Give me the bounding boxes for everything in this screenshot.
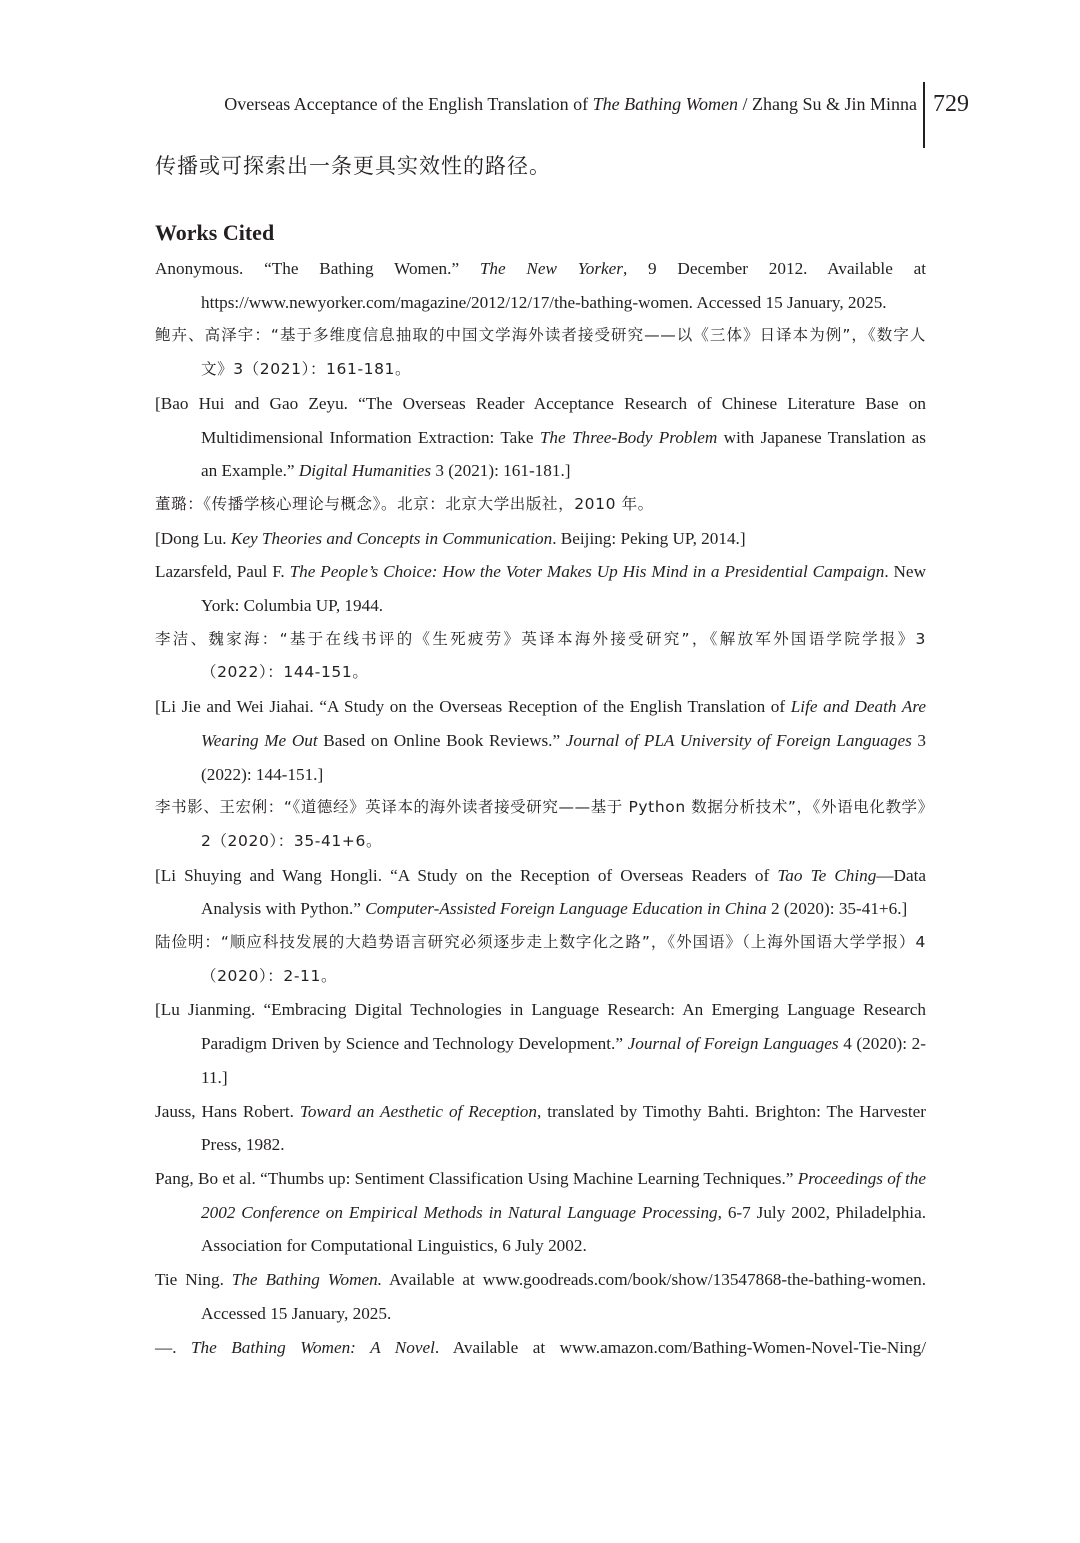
running-header-book-title: The Bathing Women [592,94,738,114]
reference-item: [Dong Lu. Key Theories and Concepts in Communication. Beijing: Peking UP, 2014.] [155,528,746,548]
reference-item: [Li Shuying and Wang Hongli. “A Study on the Reception of Overseas Readers of Tao Te Ching—Data Analysis with Python.” Computer-Assisted Foreign Language Education in China 2 (2020): 35-41+6.] [155,865,926,919]
reference-item: [Lu Jianming. “Embracing Digital Technologies in Language Research: An Emerging Language Research Paradigm Driven by Science and Technology Development.” Journal of Foreign Languages 4 (2020): 2-11.] [155,1000,926,1087]
reference-item: Pang, Bo et al. “Thumbs up: Sentiment Classification Using Machine Learning Techniques.” Proceedings of the 2002 Conference on Empirical Methods in Natural Language Processing, 6-7 July 2002, Philadelphia. Association for Computational Linguistics, 6 July 2002. [155,1168,926,1256]
reference-item: Jauss, Hans Robert. Toward an Aesthetic of Reception, translated by Timothy Bahti. Brighton: The Harvester Press, 1982. [155,1101,926,1155]
reference-item: 李洁、魏家海：“基于在线书评的《生死疲劳》英译本海外接受研究”，《解放军外国语学院学报》3（2022）：144-151。 [155,629,926,682]
reference-item: [Li Jie and Wei Jiahai. “A Study on the Overseas Reception of the English Translation of Life and Death Are Wearing Me Out Based on Online Book Reviews.” Journal of PLA University of Foreign Languages 3 (2022): 144-151.] [155,697,927,784]
running-header-authors: / Zhang Su & Jin Minna [738,94,917,114]
running-header-text: Overseas Acceptance of the English Translation of [224,94,593,114]
reference-item: 陆俭明：“顺应科技发展的大趋势语言研究必须逐步走上数字化之路”，《外国语》（上海外国语大学学报）4（2020）：2-11。 [155,933,926,985]
page-number: 729 [933,91,969,117]
reference-item: 董璐：《传播学核心理论与概念》。北京：北京大学出版社，2010 年。 [155,494,654,513]
reference-item: 鲍卉、高泽宇：“基于多维度信息抽取的中国文学海外读者接受研究——以《三体》日译本为例”，《数字人文》3（2021）：161-181。 [155,326,926,379]
reference-item: —. The Bathing Women: A Novel. Available at www.amazon.com/Bathing-Women-Novel-Tie-Ning/ [155,1337,926,1357]
reference-item: Lazarsfeld, Paul F. The People’s Choice: How the Voter Makes Up His Mind in a Presidential Campaign. New York: Columbia UP, 1944. [155,562,926,616]
intro-line: 传播或可探索出一条更具实效性的路径。 [155,154,551,178]
reference-item: [Bao Hui and Gao Zeyu. “The Overseas Reader Acceptance Research of Chinese Literature Base on Multidimensional Information Extraction: Take The Three-Body Problem with Japanese Translation as an Example.” Digital Humanities 3 (2021): 161-181.] [155,393,926,481]
header-divider [923,82,925,148]
reference-item: 李书影、王宏俐：“《道德经》英译本的海外读者接受研究——基于 Python 数据分析技术”，《外语电化教学》2（2020）：35-41+6。 [155,798,926,850]
running-header [224,92,917,116]
reference-item: Anonymous. “The Bathing Women.” The New Yorker, 9 December 2012. Available at https://www.newyorker.com/magazine/2012/12/17/the-bathing-women. Accessed 15 January, 2025. [155,259,927,312]
works-cited-list [155,252,926,1364]
reference-item: Tie Ning. The Bathing Women. Available at www.goodreads.com/book/show/13547868-the-bathing-women. Accessed 15 January, 2025. [155,1270,926,1323]
section-heading: Works Cited [155,220,275,245]
